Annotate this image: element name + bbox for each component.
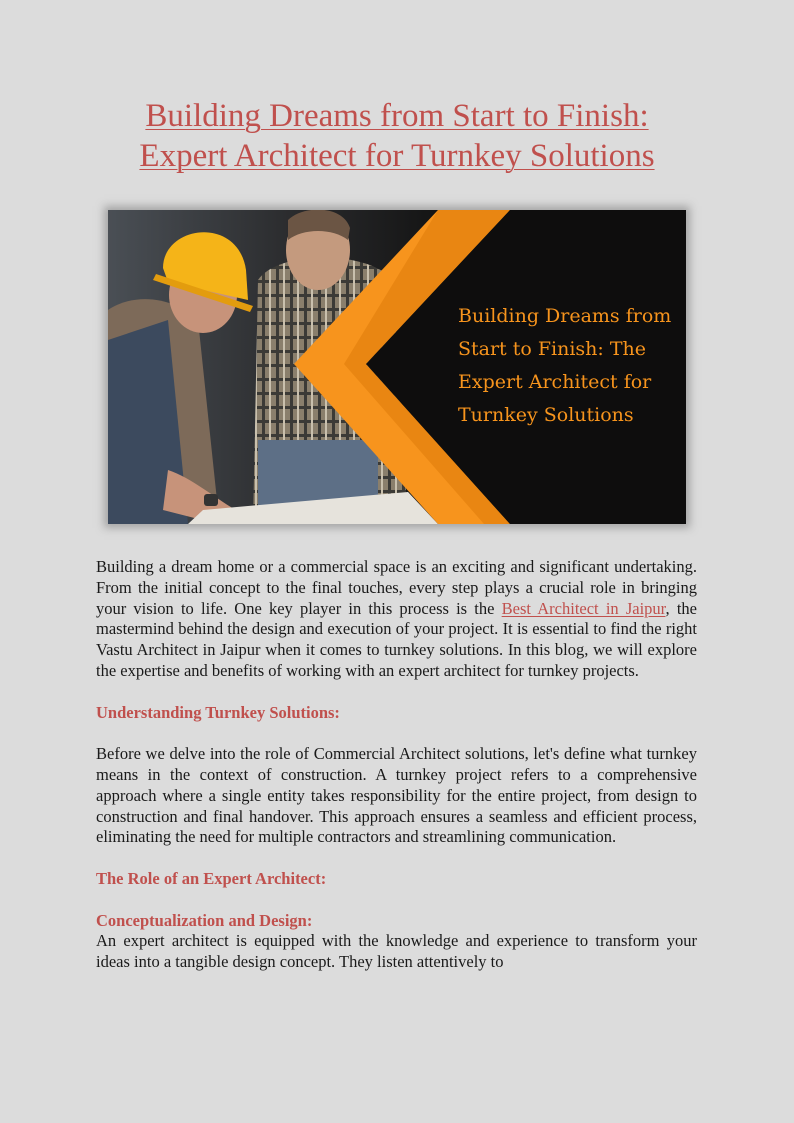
- hero-banner-image: [108, 210, 686, 524]
- title-line-1: Building Dreams from Start to Finish:: [145, 98, 649, 134]
- intro-text-before: Building a dream home or a commercial space is an exciting and significant undertaking. From the initial concept to the final touches, every step plays a crucial role in bringing your vision to life. One key player in this process is the: [96, 557, 697, 618]
- page-title: [60, 96, 734, 176]
- conceptualization-paragraph: An expert architect is equipped with the knowledge and experience to transform your ideas into a tangible design concept. They listen attentively to: [96, 931, 697, 972]
- title-line-2: Expert Architect for Turnkey Solutions: [139, 138, 655, 174]
- intro-paragraph: [96, 557, 697, 682]
- turnkey-paragraph: Before we delve into the role of Commercial Architect solutions, let's define what turnkey means in the context of construction. A turnkey project refers to a comprehensive approach where a single entity takes responsibility for the entire project, from design to construction and final handover. This approach ensures a seamless and efficient process, eliminating the need for multiple contractors and streamlining communication.: [96, 744, 697, 847]
- banner-caption: Building Dreams from Start to Finish: The Expert Architect for Turnkey Solutions: [458, 305, 672, 426]
- best-architect-link[interactable]: Best Architect in Jaipur: [501, 598, 666, 618]
- heading-understanding-turnkey: Understanding Turnkey Solutions:: [96, 702, 340, 722]
- intro-text-after: , the mastermind behind the design and execution of your project. It is essential to find the right Vastu Architect in Jaipur when it comes to turnkey solutions. In this blog, we will explore the expertise and benefits of working with an expert architect for turnkey projects.: [96, 598, 697, 680]
- article-body: [96, 557, 697, 973]
- heading-role-of-architect: The Role of an Expert Architect:: [96, 868, 327, 888]
- heading-conceptualization: Conceptualization and Design:: [96, 910, 313, 930]
